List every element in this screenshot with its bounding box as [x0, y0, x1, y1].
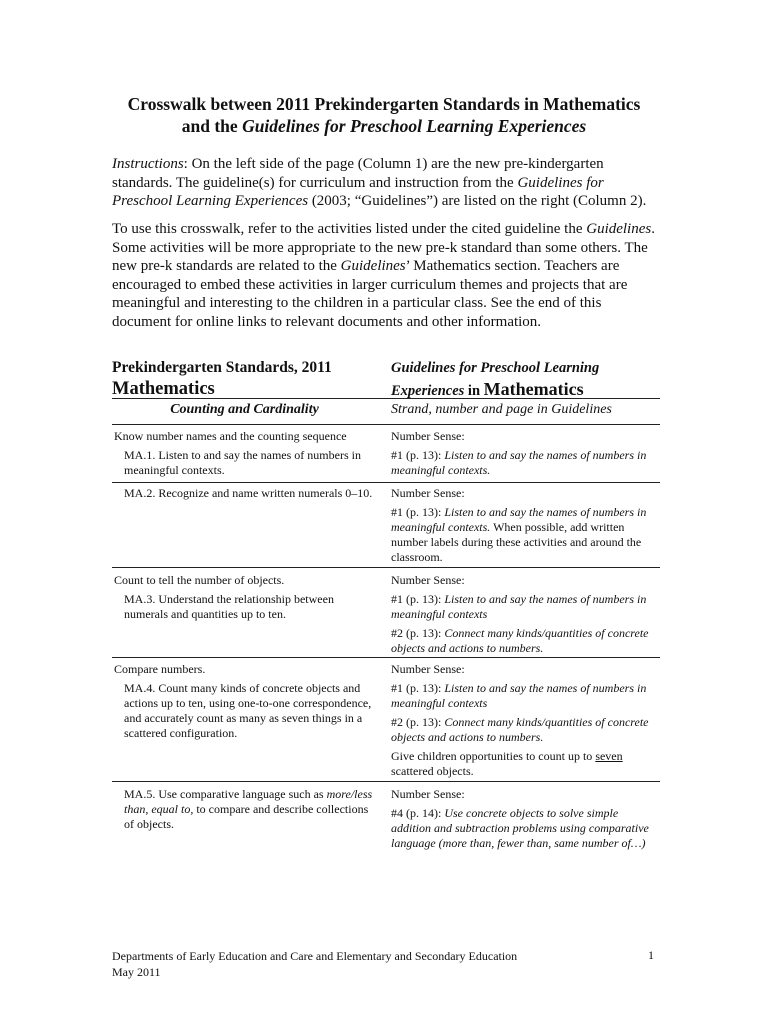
- row-divider: [112, 781, 660, 782]
- page-number: 1: [648, 948, 654, 962]
- left-subheader: Counting and Cardinality: [170, 402, 319, 417]
- header-divider: [112, 398, 660, 399]
- title-line-1: Crosswalk between 2011 Prekindergarten Standards in Mathematics: [127, 94, 641, 114]
- table-row-left: Compare numbers. MA.4. Count many kinds of concrete objects and actions up to ten, using one-to-one correspondence, and accurately count as many as seven things in a scattered configuration.: [114, 662, 372, 740]
- row-divider: [112, 567, 660, 568]
- page-footer: Departments of Early Education and Care and Elementary and Secondary Education May 2011: [112, 949, 518, 979]
- right-subheader: Strand, number and page in Guidelines: [391, 402, 612, 417]
- table-row-right: Number Sense: #1 (p. 13): Listen to and say the names of numbers in meaningful contexts.: [391, 429, 647, 477]
- row-divider: [112, 657, 660, 658]
- row-divider: [112, 482, 660, 483]
- title-line-2: and the Guidelines for Preschool Learning Experiences: [181, 116, 587, 136]
- page-title: [60, 93, 708, 137]
- table-row-right: Number Sense: #1 (p. 13): Listen to and say the names of numbers in meaningful contexts. When possible, add written number labels during these activities and around the classroom.: [391, 486, 647, 564]
- table-row-left: MA.5. Use comparative language such as more/less than, equal to, to compare and describe collections of objects.: [124, 787, 373, 831]
- usage-paragraph: To use this crosswalk, refer to the activities listed under the cited guideline the Guidelines. Some activities will be more appropriate to the new pre-k standard than some others. The new pre-k standards are related to the Guidelines’ Mathematics section. Teachers are encouraged to embed these activities in larger curriculum themes and projects that are meaningful and interesting to the children in a particular class. See the end of this document for online links to relevant documents and other information.: [112, 221, 655, 330]
- table-row-right: Number Sense: #4 (p. 14): Use concrete objects to solve simple addition and subtraction problems using comparative language (more than, fewer than, same number of…): [391, 787, 649, 850]
- table-row-left: MA.2. Recognize and name written numerals 0–10.: [124, 486, 373, 500]
- left-column-header: Prekindergarten Standards, 2011 Mathematics: [112, 359, 332, 399]
- row-divider: [112, 424, 660, 425]
- right-column-header: Guidelines for Preschool Learning Experiences in Mathematics: [391, 360, 600, 399]
- instructions-paragraph: Instructions: On the left side of the page (Column 1) are the new pre-kindergarten standards. The guideline(s) for curriculum and instruction from the Guidelines for Preschool Learning Experiences (2003; “Guidelines”) are listed on the right (Column 2).: [112, 156, 647, 210]
- table-row-left: Know number names and the counting sequence MA.1. Listen to and say the names of numbers in meaningful contexts.: [114, 429, 361, 477]
- table-row-right: Number Sense: #1 (p. 13): Listen to and say the names of numbers in meaningful contexts #2 (p. 13): Connect many kinds/quantities of concrete objects and actions to numbers.: [391, 573, 649, 655]
- table-row-left: Count to tell the number of objects. MA.3. Understand the relationship between numerals and quantities up to ten.: [114, 573, 334, 621]
- table-row-right: Number Sense: #1 (p. 13): Listen to and say the names of numbers in meaningful contexts #2 (p. 13): Connect many kinds/quantities of concrete objects and actions to numbers. Give children opportunities to count up to seven scattered objects.: [391, 662, 649, 778]
